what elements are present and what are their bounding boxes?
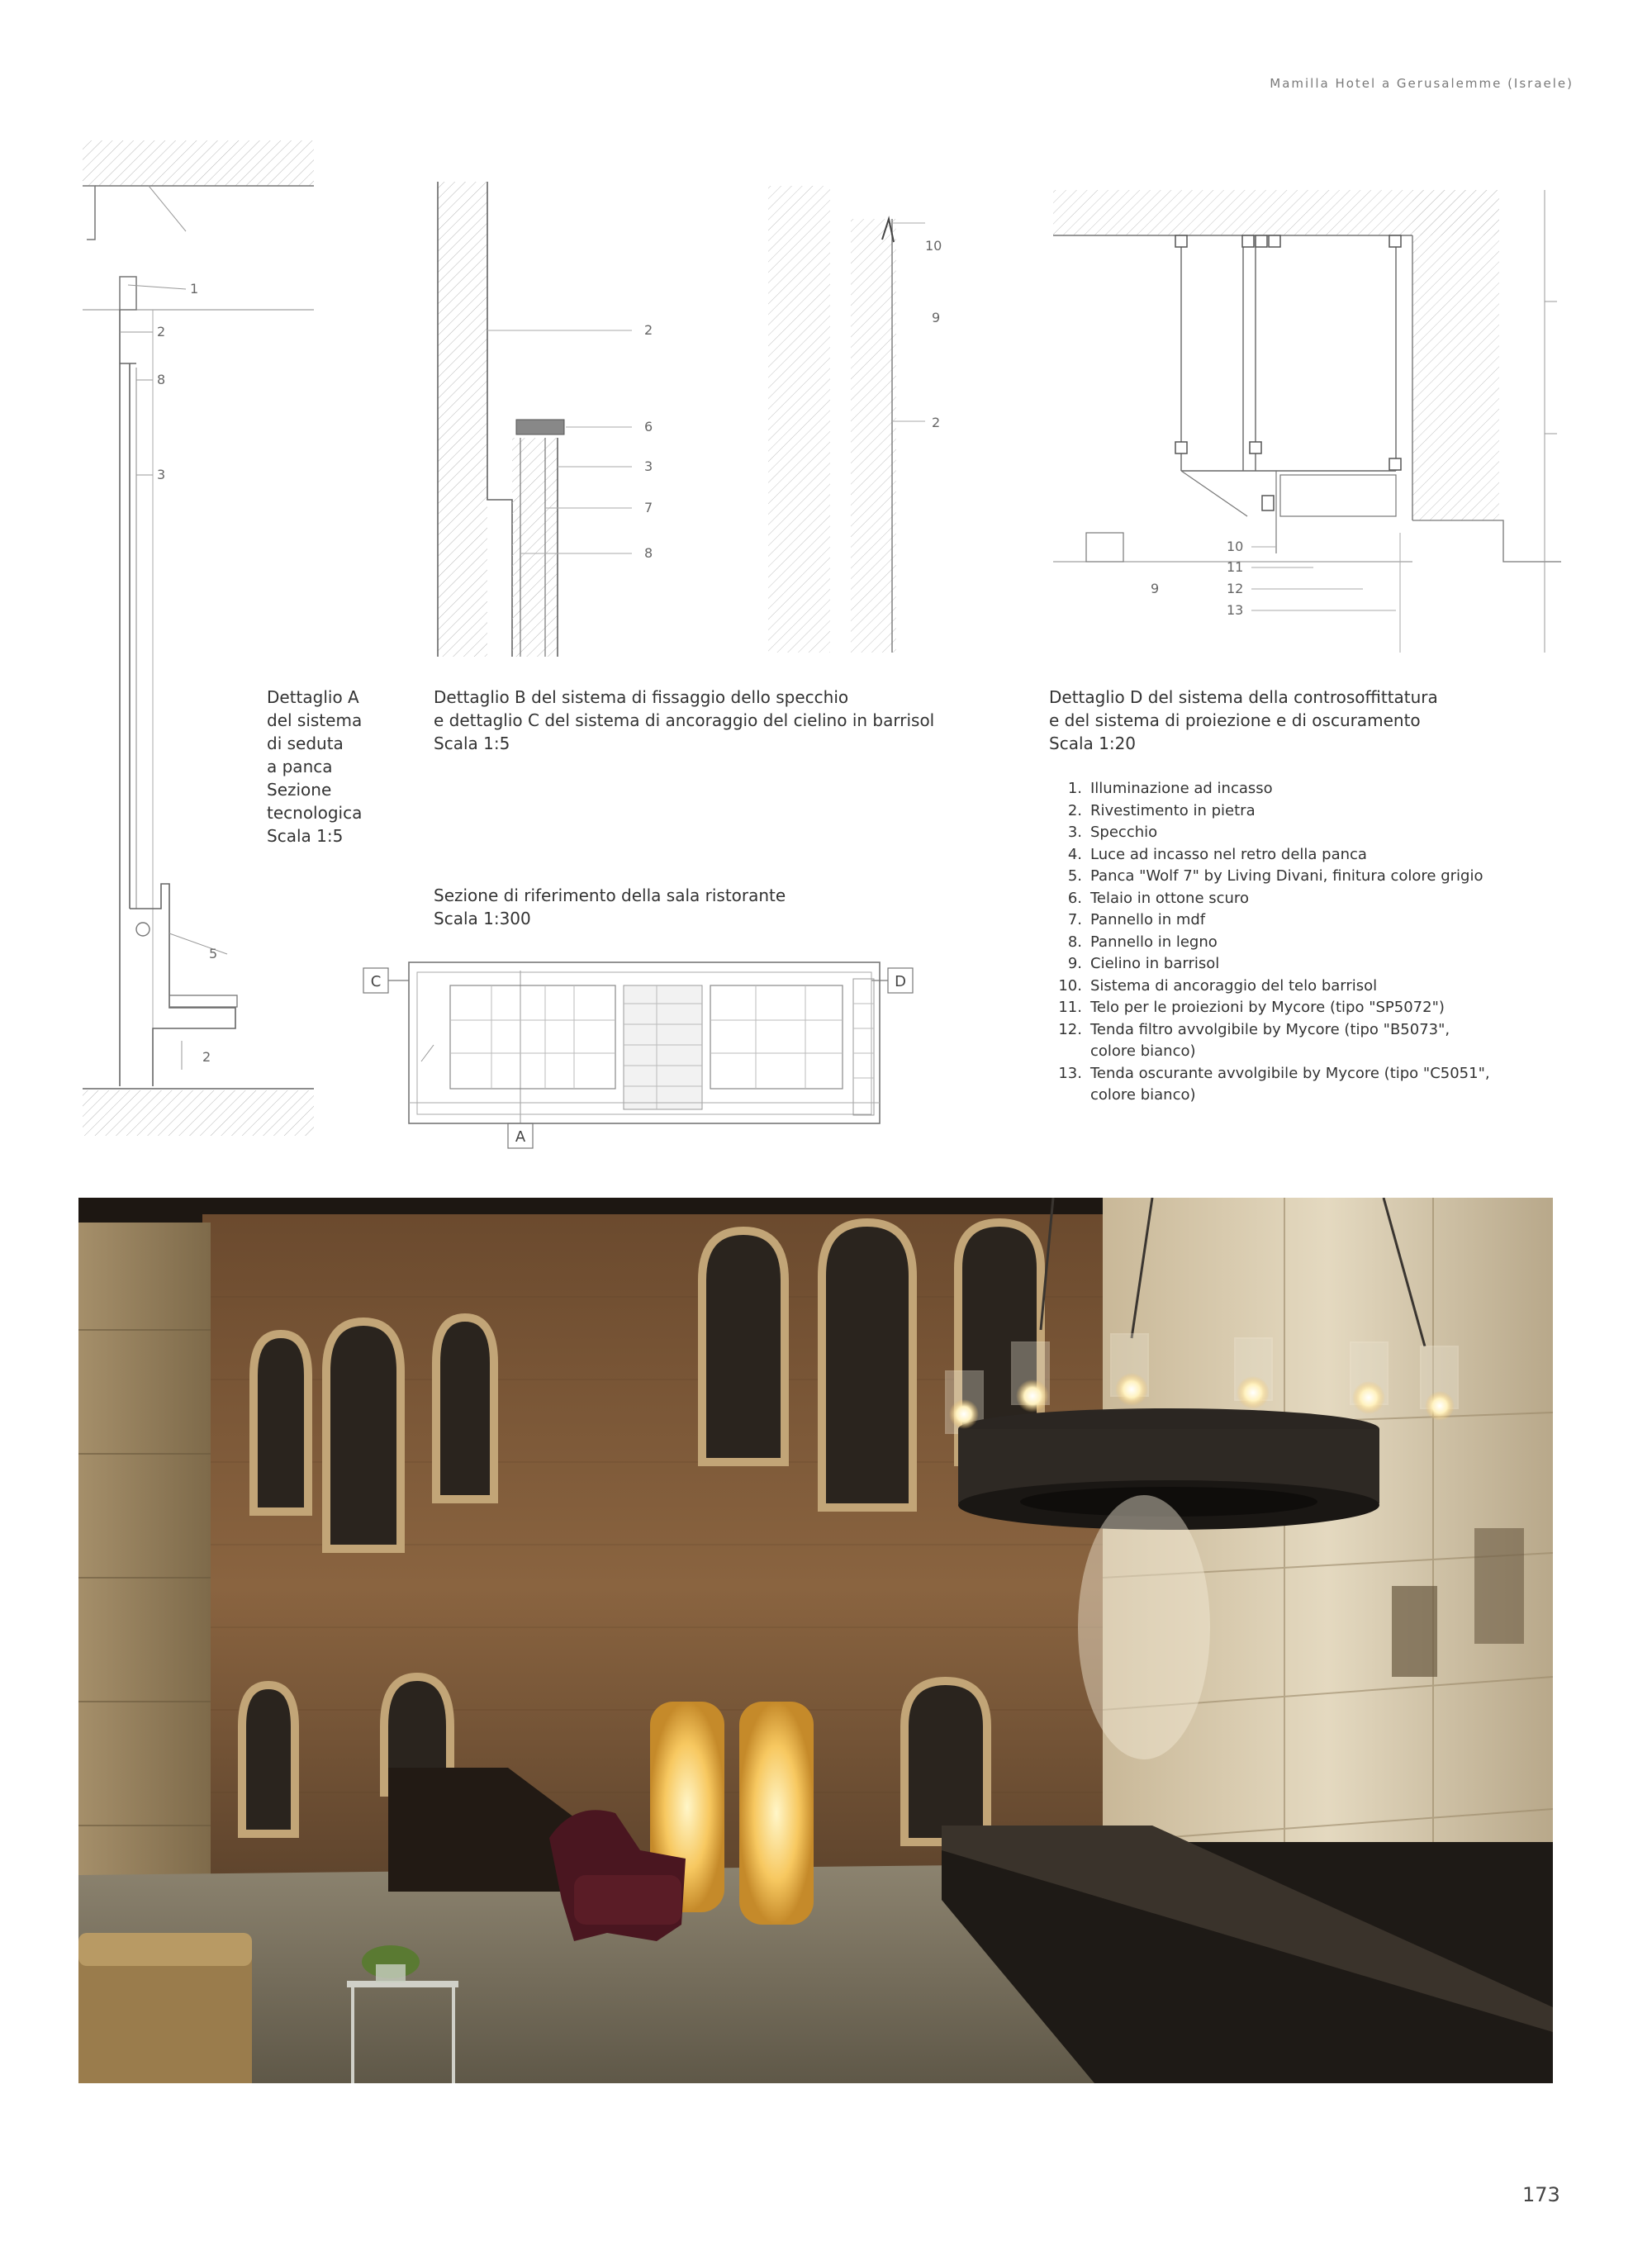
- detail-b-label: 6: [644, 419, 653, 434]
- interior-photo: [78, 1198, 1553, 2083]
- legend-number: 10.: [1058, 976, 1082, 995]
- detail-d-label: 12: [1227, 581, 1244, 596]
- caption-line: Dettaglio B del sistema di fissaggio dello specchio: [434, 687, 849, 707]
- legend-item: [1049, 844, 1490, 866]
- detail-c-drawing: [760, 186, 958, 657]
- legend-number: 13.: [1058, 1064, 1082, 1082]
- legend-number: 2.: [1067, 801, 1082, 819]
- detail-d-label: 13: [1227, 602, 1244, 618]
- legend-number: 8.: [1067, 933, 1082, 951]
- caption-line: e dettaglio C del sistema di ancoraggio del cielino in barrisol: [434, 710, 935, 730]
- caption-line: Scala 1:5: [434, 734, 510, 753]
- detail-d-label: 9: [1151, 581, 1160, 596]
- detail-d-label: 10: [1227, 539, 1244, 554]
- detail-b-label: 2: [644, 322, 653, 338]
- detail-a-caption: [267, 686, 362, 847]
- caption-line: e del sistema di proiezione e di oscuramento: [1049, 710, 1421, 730]
- legend-item: [1049, 778, 1490, 800]
- legend-text: colore bianco): [1090, 1042, 1196, 1060]
- caption-line: Dettaglio D del sistema della controsoffittatura: [1049, 687, 1438, 707]
- legend-number: 6.: [1067, 889, 1082, 907]
- legend-text: Cielino in barrisol: [1090, 955, 1220, 972]
- legend-text: Tenda filtro avvolgibile by Mycore (tipo "B5073",: [1090, 1020, 1450, 1038]
- detail-b-label: 8: [644, 545, 653, 561]
- section-marker: C: [370, 973, 382, 990]
- legend-text: Sistema di ancoraggio del telo barrisol: [1090, 976, 1378, 995]
- detail-c-label: 2: [932, 415, 941, 430]
- legend-item: [1049, 909, 1490, 932]
- legend-item: [1049, 953, 1490, 976]
- section-drawing: [359, 954, 929, 1161]
- detail-a-label: 1: [190, 281, 199, 297]
- caption-line: di seduta: [267, 734, 344, 753]
- legend-text: Telo per le proiezioni by Mycore (tipo "SP5072"): [1090, 999, 1445, 1016]
- legend-text: Specchio: [1090, 824, 1158, 841]
- legend-item: [1049, 822, 1490, 844]
- detail-d-drawing: [1049, 186, 1569, 657]
- detail-d-caption: [1049, 686, 1438, 755]
- detail-b-drawing: [434, 182, 698, 661]
- legend-number: 3.: [1067, 824, 1082, 841]
- legend-number: 9.: [1067, 955, 1082, 972]
- legend-item: [1049, 997, 1490, 1019]
- legend-text: Illuminazione ad incasso: [1090, 780, 1273, 797]
- detail-c-label: 9: [932, 310, 941, 325]
- legend-item: [1049, 1019, 1490, 1063]
- legend-item: [1049, 888, 1490, 910]
- legend-text: Pannello in legno: [1090, 933, 1218, 951]
- legend-text: Pannello in mdf: [1090, 911, 1206, 928]
- detail-a-drawing: [70, 140, 326, 1140]
- page-number: 173: [1522, 2183, 1560, 2206]
- legend-text: Tenda oscurante avvolgibile by Mycore (tipo "C5051",: [1090, 1064, 1490, 1082]
- caption-line: del sistema: [267, 710, 363, 730]
- legend-item: [1049, 932, 1490, 954]
- caption-line: a panca: [267, 757, 333, 776]
- legend-list: [1049, 778, 1490, 1107]
- detail-d-label: 11: [1227, 559, 1244, 575]
- detail-a-label: 8: [157, 372, 166, 387]
- detail-b-label: 3: [644, 458, 653, 474]
- section-caption: [434, 884, 786, 930]
- legend-text: Telaio in ottone scuro: [1090, 889, 1249, 907]
- detail-a-label: 2: [157, 324, 166, 339]
- detail-bc-caption: [434, 686, 934, 755]
- detail-a-label: 3: [157, 467, 166, 482]
- running-head: Mamilla Hotel a Gerusalemme (Israele): [1270, 76, 1574, 91]
- caption-line: Scala 1:5: [267, 826, 344, 846]
- legend-text: Luce ad incasso nel retro della panca: [1090, 845, 1367, 863]
- detail-c-label: 10: [925, 238, 942, 254]
- legend-number: 12.: [1058, 1020, 1082, 1038]
- legend-item: [1049, 976, 1490, 998]
- caption-line: Sezione: [267, 780, 332, 800]
- legend-text: Panca "Wolf 7" by Living Divani, finitura colore grigio: [1090, 867, 1483, 885]
- caption-line: Scala 1:20: [1049, 734, 1137, 753]
- detail-a-label: 2: [202, 1049, 211, 1065]
- section-marker: A: [515, 1128, 526, 1146]
- legend-number: 1.: [1067, 780, 1082, 797]
- caption-line: Dettaglio A: [267, 687, 359, 707]
- legend-number: 4.: [1067, 845, 1082, 863]
- legend-text: colore bianco): [1090, 1086, 1196, 1104]
- legend-item: [1049, 800, 1490, 823]
- section-marker: D: [895, 973, 906, 990]
- legend-text: Rivestimento in pietra: [1090, 801, 1256, 819]
- legend-number: 5.: [1067, 867, 1082, 885]
- legend-item: [1049, 1063, 1490, 1107]
- detail-b-label: 7: [644, 500, 653, 515]
- legend-item: [1049, 866, 1490, 888]
- detail-a-label: 5: [209, 946, 218, 961]
- legend-number: 11.: [1058, 999, 1082, 1016]
- caption-line: tecnologica: [267, 803, 363, 823]
- caption-line: Sezione di riferimento della sala ristorante: [434, 885, 786, 905]
- caption-line: Scala 1:300: [434, 909, 531, 928]
- legend-number: 7.: [1067, 911, 1082, 928]
